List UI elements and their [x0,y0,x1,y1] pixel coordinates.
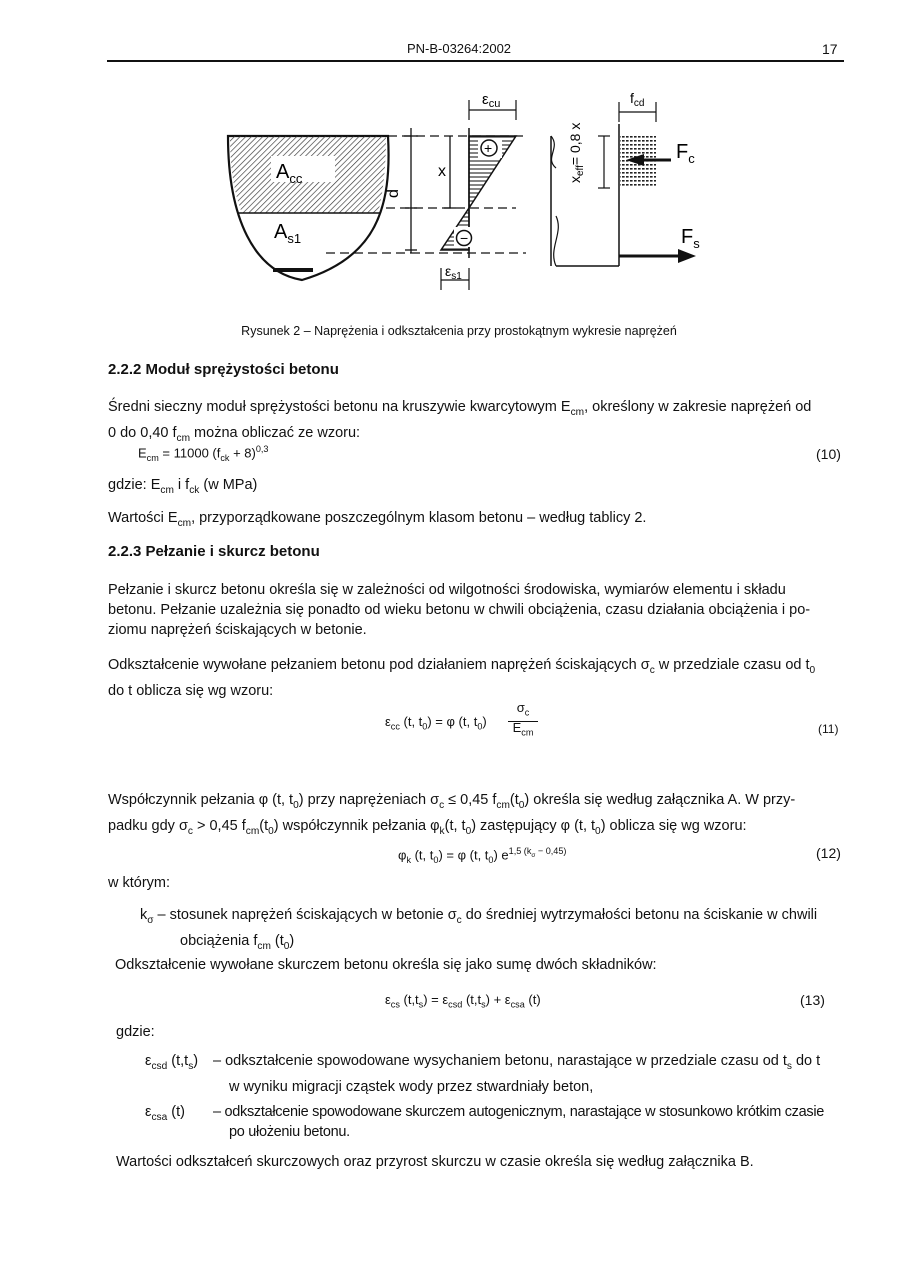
fc-label: $F_c$ [676,141,695,166]
strain-diagram [441,128,516,258]
acc-label: $A_{cc}$ [276,161,303,186]
header-rule [107,60,844,62]
ecu-label: $\varepsilon_{cu}$ [482,91,501,110]
equation-13-number: (13) [800,992,825,1008]
fs-label: $F_s$ [681,226,700,251]
page-number: 17 [822,41,838,57]
paragraph-creep-strain: Odkształcenie wywołane pełzaniem betonu pod działaniem naprężeń ściskających $\sigma_c$ w przedziale czasu od $t_0$ do t oblicza się wg wzoru: [108,657,816,699]
plus-sign: + [484,140,493,156]
values-line: Wartości $E_{cm}$, przyporządkowane poszczególnym klasom betonu – według tablicy 2. [108,510,647,529]
definition-k-sigma: $k_\sigma$ – stosunek naprężeń ściskających w betonie $\sigma_c$ do średniej wytrzymałości betonu na ściskanie w chwili obciążenia $f_{cm}$ $(t_0)$ [140,907,818,952]
where-label-13: gdzie: [116,1024,155,1040]
paragraph-shrinkage-values: Wartości odkształceń skurczowych oraz przyrost skurczu w czasie określa się według załącznika B. [116,1154,754,1170]
def2-text: – odkształcenie spowodowane skurczem autogenicznym, narastające w stosunkowo krótkim czasie po ułożeniu betonu. [213,1104,825,1140]
x-label: x [438,163,446,180]
def1-text: – odkształcenie spowodowane wysychaniem betonu, narastające w przedziale czasu od $t_s$ do t w wyniku migracji cząstek wody przez stwardniały beton, [213,1053,821,1095]
cross-section [228,136,389,280]
stress-strain-figure [226,88,706,303]
figure-caption: Rysunek 2 – Naprężenia i odkształcenia przy prostokątnym wykresie naprężeń [241,324,677,338]
def1-symbol: $\varepsilon_{csd}$ $(t,t_s)$ [145,1053,199,1072]
where-line-10: gdzie: $E_{cm}$ i $f_{ck}$ (w MPa) [108,477,258,496]
running-header [0,41,918,56]
equation-11-denominator: $E_{cm}$ [512,720,534,738]
equation-13: $\varepsilon_{cs}$ $(t,t_s) = \varepsilon_{csd}$ $(t,t_s) + \varepsilon_{csa}$ (t) [385,992,541,1010]
d-label: d [385,189,402,198]
standard-code: PN-B-03264:2002 [406,41,512,56]
paragraph-creep-intro: Pełzanie i skurcz betonu określa się w zależności od wilgotności środowiska, wymiarów elementu i składu betonu. Pełzanie uzależnia się ponadto od wieku betonu w chwili obciążenia, czasu działania obciążenia i po- ziomu naprężeń ściskających w betonie. [108,582,811,638]
as1-label: $A_{s1}$ [274,221,302,246]
paragraph-creep-coefficient: Współczynnik pełzania φ (t, $t_0$) przy naprężeniach $\sigma_c \le 0,45$ $f_{cm}(t_0)$ określa się według załącznika A. W przy- padku gdy $\sigma_c > 0,45$ $f_{cm}(t_0)$ współczynnik pełzania $\varphi_k(t$, $t_0$) zastępujący φ (t, $t_0$) oblicza się wg wzoru: [108,792,796,837]
equation-11: $\varepsilon_{cc}$ (t, $t_0) = \varphi$ (t, $t_0$) [385,714,487,732]
equation-10: $E_{cm} = 11000$ $(f_{ck} + 8)^{0,3}$ [138,444,269,463]
equation-11-number: (11) [818,722,839,736]
minus-sign: − [460,230,469,246]
in-which-label: w którym: [108,875,171,891]
def2-symbol: $\varepsilon_{csa}$ (t) [145,1104,185,1123]
equation-10-number: (10) [816,446,841,462]
paragraph-modulus: Średni sieczny moduł sprężystości betonu na kruszywie kwarcytowym $E_{cm}$, określony w zakresie naprężeń od 0 do 0,40 $f_{cm}$ można obliczać ze wzoru: [108,399,812,444]
equation-12-number: (12) [816,845,841,861]
equation-12: $\varphi_k$ (t, $t_0) = \varphi$ (t, $t_0$) $e^{1,5 (k_\sigma - 0,45)}$ [398,846,567,865]
fcd-label: $f_{cd}$ [630,90,645,109]
xeff-label: $x_{eff}= 0,8$ x [567,122,586,183]
paragraph-shrinkage: Odkształcenie wywołane skurczem betonu określa się jako sumę dwóch składników: [115,957,657,973]
section-heading-223: 2.2.3 Pełzanie i skurcz betonu [108,543,320,560]
section-heading-222: 2.2.2 Moduł sprężystości betonu [108,361,339,378]
equation-11-numerator: $\sigma_c$ [508,700,538,722]
es1-label: $\varepsilon_{s1}$ [445,263,462,282]
